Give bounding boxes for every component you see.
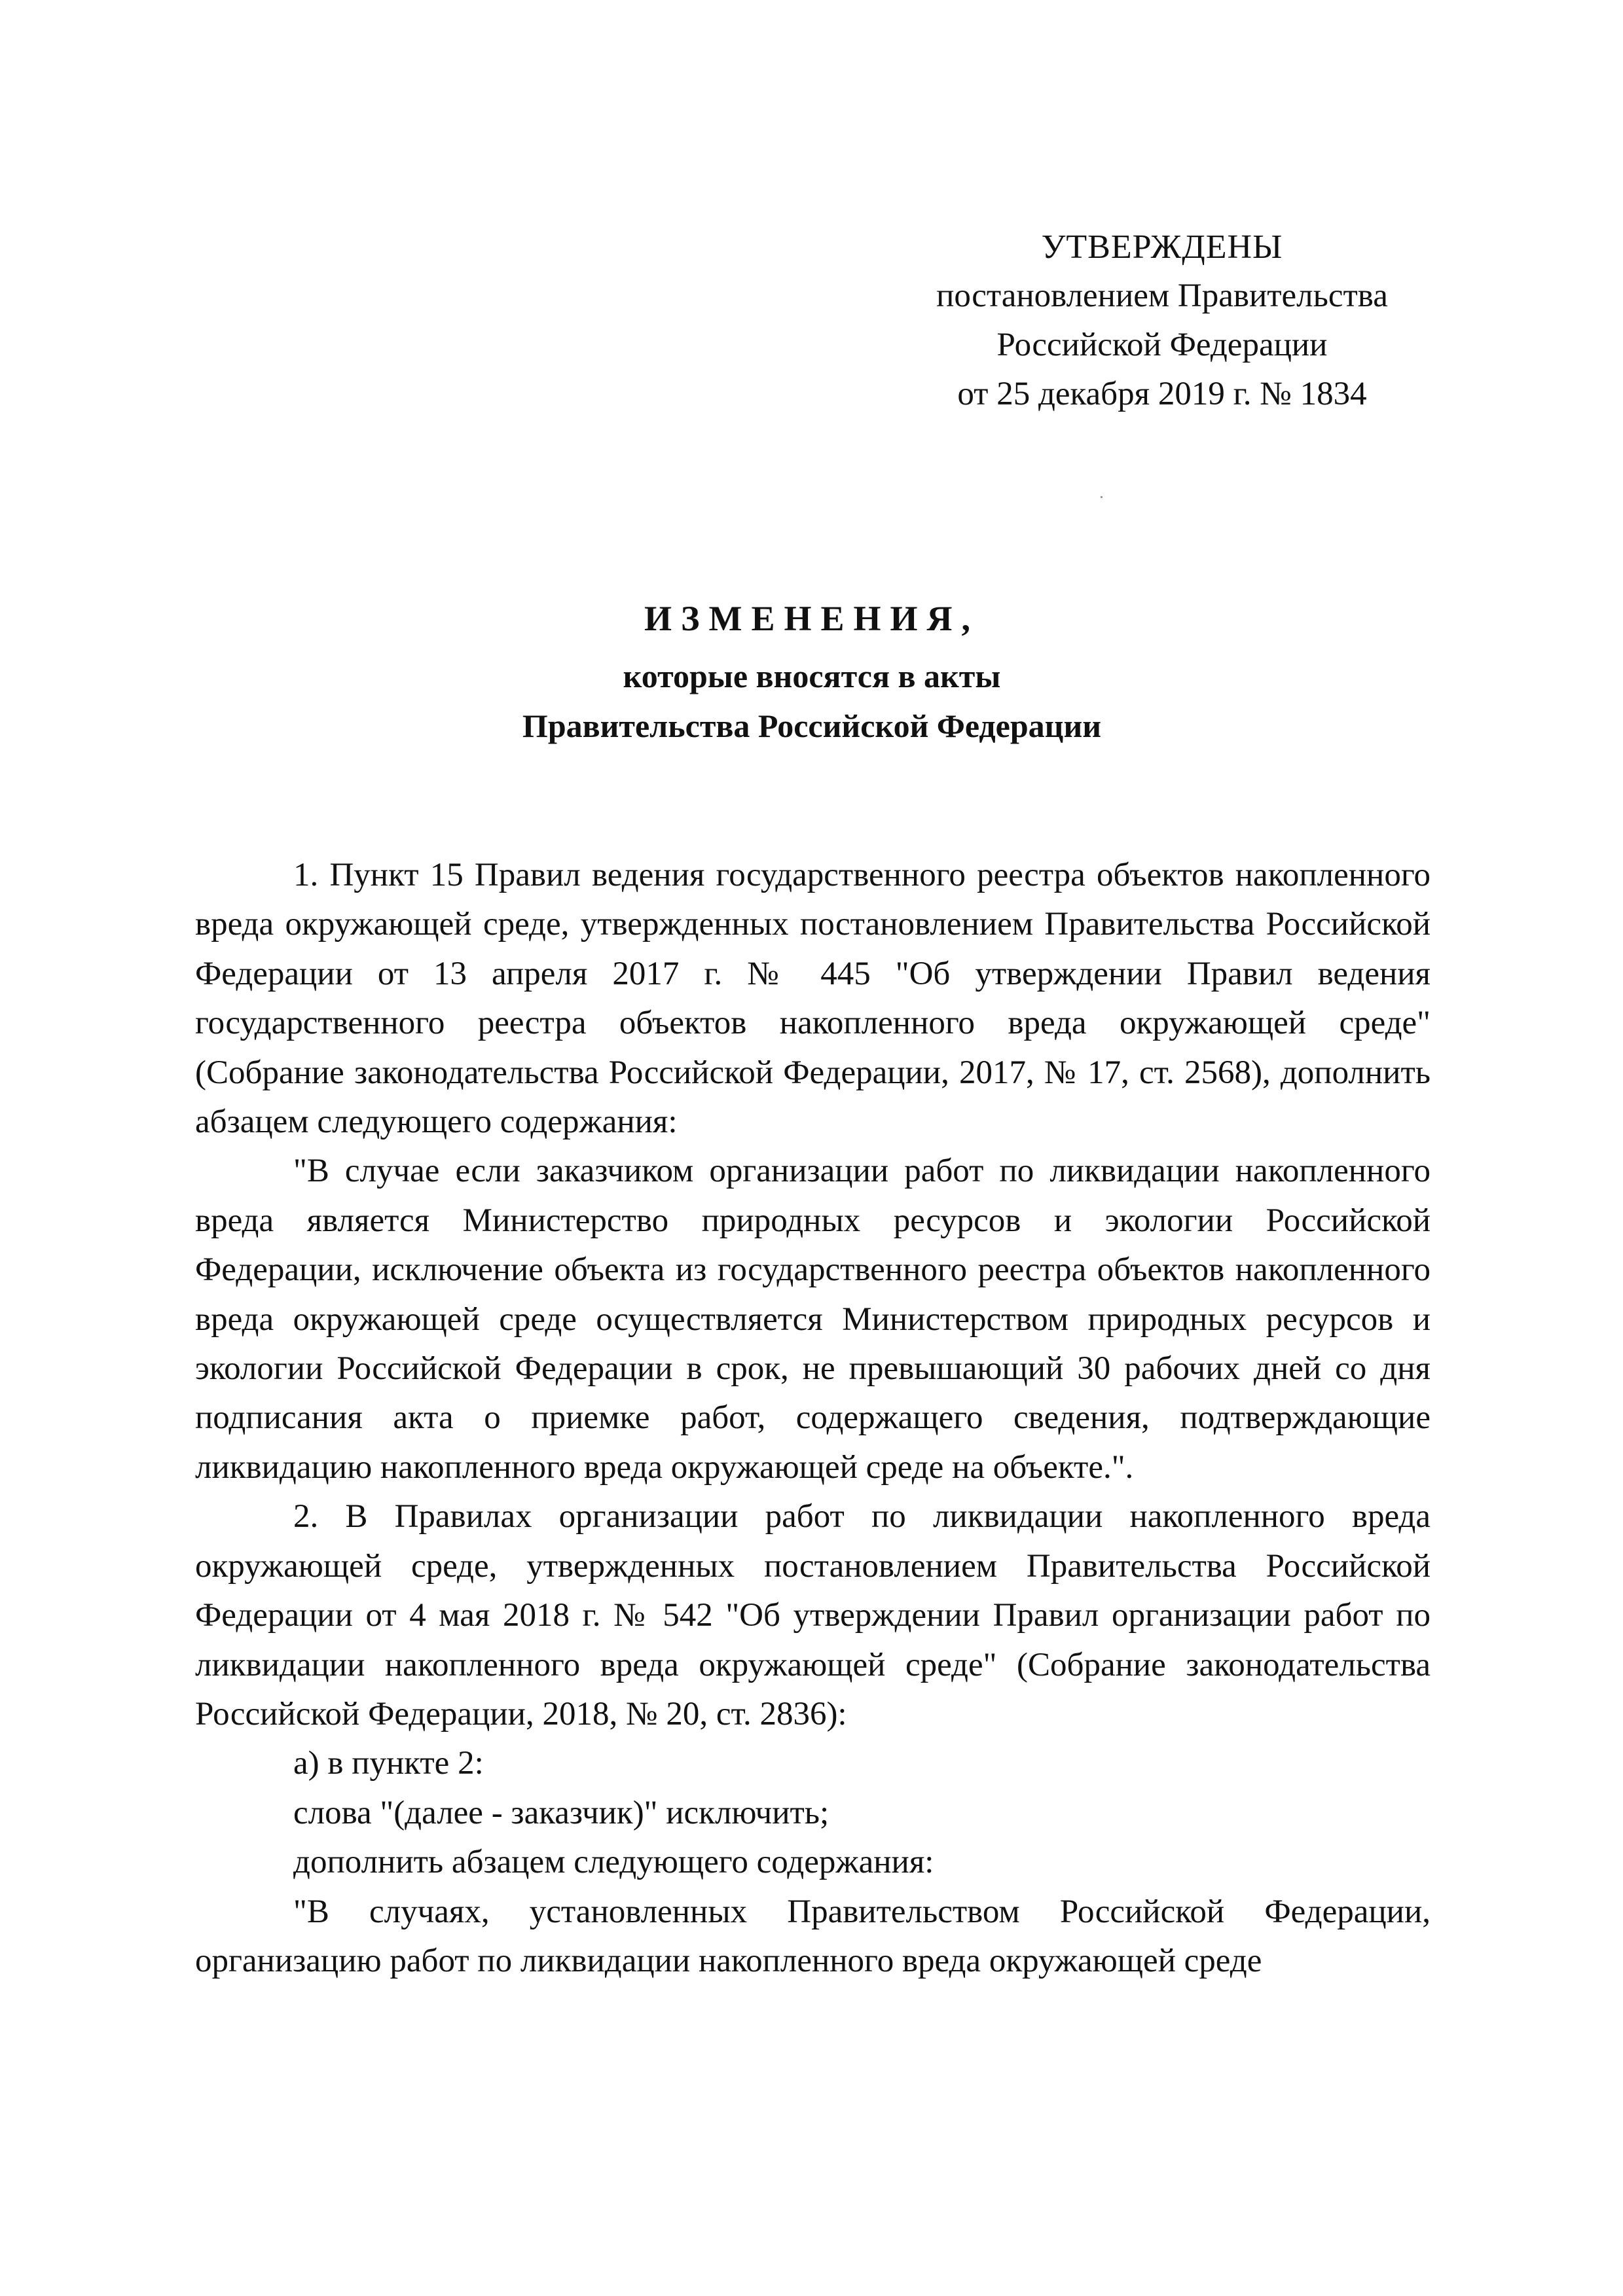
approval-stamp-block	[851, 223, 1473, 419]
paragraph-1: 1. Пункт 15 Правил ведения государственного реестра объектов накопленного вреда окружающей среде, утвержденных постановлением Правительства Российской Федерации от 13 апреля 2017 г. № 445 "Об утверждении Правил ведения государственного реестра объектов накопленного вреда окружающей среде" (Собрание законодательства Российской Федерации, 2017, № 17, ст. 2568), дополнить абзацем следующего содержания:	[195, 857, 1431, 1141]
document-subtitle	[196, 651, 1427, 751]
approval-line-2: Российской Федерации	[996, 327, 1328, 363]
document-title: ИЗМЕНЕНИЯ,	[644, 599, 979, 638]
paragraph-2-quote: "В случаях, установленных Правительством Российской Федерации, организацию работ по ликвидации накопленного вреда окружающей среде	[195, 1893, 1431, 1979]
approval-line-1: постановлением Правительства	[936, 278, 1388, 314]
document-subtitle-line-2: Правительства Российской Федерации	[522, 708, 1102, 744]
paragraph-2: 2. В Правилах организации работ по ликвидации накопленного вреда окружающей среде, утвержденных постановлением Правительства Российской Федерации от 4 мая 2018 г. № 542 "Об утверждении Правил организации работ по ликвидации накопленного вреда окружающей среде" (Собрание законодательства Российской Федерации, 2018, № 20, ст. 2836):	[195, 1498, 1431, 1732]
scan-speck	[1101, 496, 1103, 498]
approval-heading: УТВЕРЖДЕНЫ	[1041, 228, 1283, 266]
paragraph-1-quote: "В случае если заказчиком организации работ по ликвидации накопленного вреда является Министерство природных ресурсов и экологии Российской Федерации, исключение объекта из государственного реестра объектов накопленного вреда окружающей среде осуществляется Министерством природных ресурсов и экологии Российской Федерации в срок, не превышающий 30 рабочих дней со дня подписания акта о приемке работ, содержащего сведения, подтверждающие ликвидацию накопленного вреда окружающей среде на объекте.".	[195, 1153, 1431, 1486]
approval-date-number: от 25 декабря 2019 г. № 1834	[957, 376, 1367, 412]
subitem-a: а) в пункте 2:	[293, 1745, 484, 1782]
document-title-block	[196, 592, 1427, 751]
subitem-a-words: слова "(далее - заказчик)" исключить;	[293, 1794, 830, 1831]
subitem-a-addition: дополнить абзацем следующего содержания:	[293, 1844, 934, 1881]
document-body	[195, 851, 1431, 1986]
document-subtitle-line-1: которые вносятся в акты	[623, 658, 1001, 694]
